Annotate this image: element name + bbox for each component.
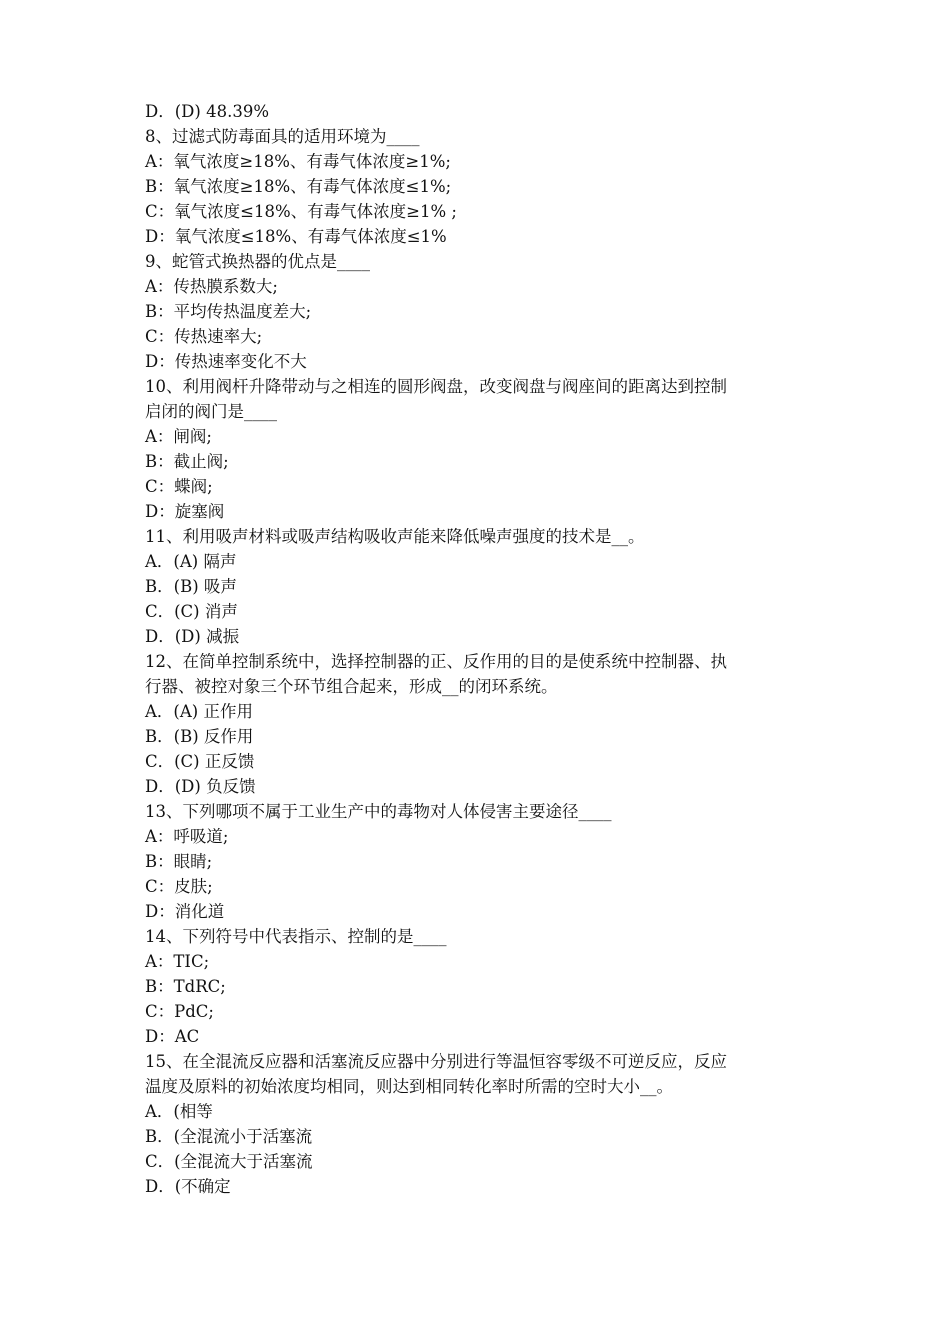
option-c-q14: C：PdC; [145, 1002, 214, 1021]
option-b-q15: B．(全混流小于活塞流 [145, 1127, 313, 1146]
option-d-q13: D：消化道 [145, 902, 225, 921]
question-12-line-1: 12、在简单控制系统中，选择控制器的正、反作用的目的是使系统中控制器、执 [145, 652, 727, 671]
option-d-q7: D．(D) 48.39% [145, 102, 269, 121]
question-9: 9、蛇管式换热器的优点是____ [145, 252, 370, 271]
option-b-q10: B：截止阀; [145, 452, 229, 471]
option-a-q12: A．(A) 正作用 [145, 702, 253, 721]
option-a-q13: A：呼吸道; [145, 827, 229, 846]
option-c-q10: C：蝶阀; [145, 477, 213, 496]
document-page [145, 99, 835, 1199]
option-b-q8: B：氧气浓度≥18%、有毒气体浓度≤1%; [145, 177, 452, 196]
question-14: 14、下列符号中代表指示、控制的是____ [145, 927, 447, 946]
option-a-q8: A：氧气浓度≥18%、有毒气体浓度≥1%; [145, 152, 451, 171]
option-d-q12: D．(D) 负反馈 [145, 777, 256, 796]
option-b-q9: B：平均传热温度差大; [145, 302, 312, 321]
question-13: 13、下列哪项不属于工业生产中的毒物对人体侵害主要途径____ [145, 802, 612, 821]
option-a-q15: A．(相等 [145, 1102, 213, 1121]
option-d-q14: D：AC [145, 1027, 200, 1046]
option-d-q11: D．(D) 减振 [145, 627, 240, 646]
option-c-q9: C：传热速率大; [145, 327, 263, 346]
option-a-q10: A：闸阀; [145, 427, 212, 446]
option-a-q11: A．(A) 隔声 [145, 552, 237, 571]
option-d-q8: D：氧气浓度≤18%、有毒气体浓度≤1% [145, 227, 447, 246]
option-b-q11: B．(B) 吸声 [145, 577, 237, 596]
question-11: 11、利用吸声材料或吸声结构吸收声能来降低噪声强度的技术是__。 [145, 527, 645, 546]
question-8: 8、过滤式防毒面具的适用环境为____ [145, 127, 420, 146]
option-d-q9: D：传热速率变化不大 [145, 352, 307, 371]
question-12-line-2: 行器、被控对象三个环节组合起来，形成__的闭环系统。 [145, 677, 558, 696]
option-c-q8: C：氧气浓度≤18%、有毒气体浓度≥1% ; [145, 202, 457, 221]
option-a-q14: A：TIC; [145, 952, 210, 971]
question-10-line-2: 启闭的阀门是____ [145, 402, 277, 421]
option-c-q12: C．(C) 正反馈 [145, 752, 255, 771]
question-15-line-1: 15、在全混流反应器和活塞流反应器中分别进行等温恒容零级不可逆反应，反应 [145, 1052, 727, 1071]
option-d-q15: D．(不确定 [145, 1177, 231, 1196]
option-b-q13: B：眼睛; [145, 852, 213, 871]
question-10-line-1: 10、利用阀杆升降带动与之相连的圆形阀盘，改变阀盘与阀座间的距离达到控制 [145, 377, 727, 396]
option-c-q15: C．(全混流大于活塞流 [145, 1152, 313, 1171]
option-c-q13: C：皮肤; [145, 877, 213, 896]
option-c-q11: C．(C) 消声 [145, 602, 238, 621]
option-b-q14: B：TdRC; [145, 977, 226, 996]
option-d-q10: D：旋塞阀 [145, 502, 225, 521]
question-15-line-2: 温度及原料的初始浓度均相同，则达到相同转化率时所需的空时大小__。 [145, 1077, 673, 1096]
option-b-q12: B．(B) 反作用 [145, 727, 254, 746]
option-a-q9: A：传热膜系数大; [145, 277, 278, 296]
